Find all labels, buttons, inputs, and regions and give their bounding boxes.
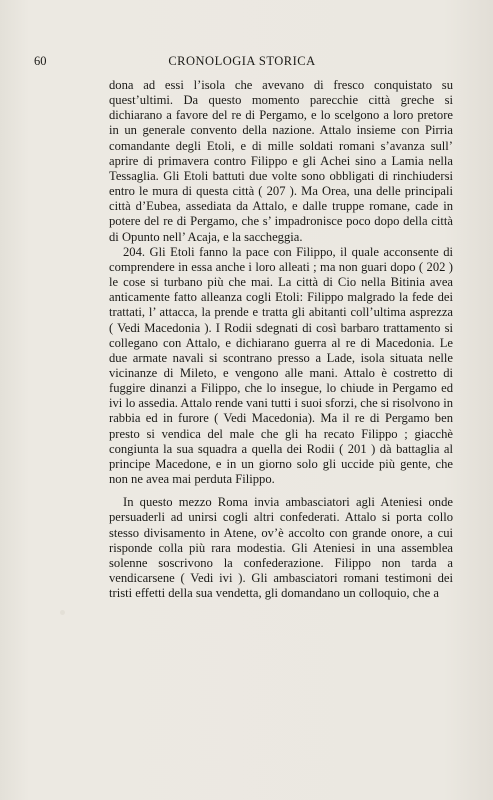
paragraph-athens: In questo mezzo Roma invia ambasciatori agli Ateniesi onde persuaderli ad unirsi cogli altri confederati. Attalo si porta collo stesso divisamento in Atene, ov’è accolto con grande onore, a cui risponde colla più rara modestia. Gli Ateniesi in una assemblea solenne soscrivono la confederazione. Filippo non tarda a vendicarsene ( Vedi ivi ). Gli ambasciatori romani testimoni dei tristi effetti della sua vendetta, gli domandano un colloquio, che a — [109, 495, 453, 601]
paper-stain — [60, 610, 65, 615]
page-header — [34, 54, 450, 70]
page-body — [109, 78, 453, 601]
running-title: CRONOLOGIA STORICA — [168, 54, 316, 68]
paragraph-section-204: 204. Gli Etoli fanno la pace con Filippo, il quale acconsente di comprendere in essa anche i loro alleati ; ma non guari dopo ( 202 ) le cose si turbano più che mai. La città di Cio nella Bitinia avea anticamente fatto alleanza cogli Etoli: Filippo malgrado la fede dei trattati, l’ attacca, la prende e tratta gli abitanti coll’ultima asprezza ( Vedi Macedonia ). I Rodii sdegnati di così barbaro trattamento si collegano con Attalo, e dichiarano guerra al re di Macedonia. Le due armate navali si scontrano presso a Lade, isola situata nelle vicinanze di Mileto, e vengono alle mani. Attalo è costretto di fuggire dinanzi a Filippo, che lo insegue, lo chiude in Pergamo ed ivi lo assedia. Attalo rende vani tutti i suoi sforzi, che si risolvono in rabbia ed in furore ( Vedi Macedonia). Ma il re di Pergamo ben presto si vendica del male che gli ha recato Filippo ; giacchè congiunta la sua squadra a quella dei Rodii ( 201 ) dà battaglia al principe Macedone, e in un giorno solo gli uccide più gente, che non ne avea mai perduta Filippo. — [109, 244, 453, 487]
paragraph-continuation: dona ad essi l’isola che avevano di fresco conquistato su quest’ultimi. Da questo momento parecchie città greche si dichiarano a favore del re di Pergamo, e lo scelgono a loro pretore in un generale convento della nazione. Attalo insieme con Pirria comandante degli Etoli, e di mille soldati romani s’avanza sull’ aprire di primavera contro Filippo e gli Achei sino a Lamia nella Tessaglia. Gli Etoli battuti due volte sono obbligati di rinchiudersi entro le mura di questa città ( 207 ). Ma Orea, una delle principali città d’Eubea, assediata da Attalo, e dalle truppe romane, cade in potere del re di Pergamo, che s’ impadronisce poco dopo della città di Opunto nell’ Acaja, e la saccheggia. — [109, 78, 453, 244]
page-number: 60 — [34, 54, 47, 68]
